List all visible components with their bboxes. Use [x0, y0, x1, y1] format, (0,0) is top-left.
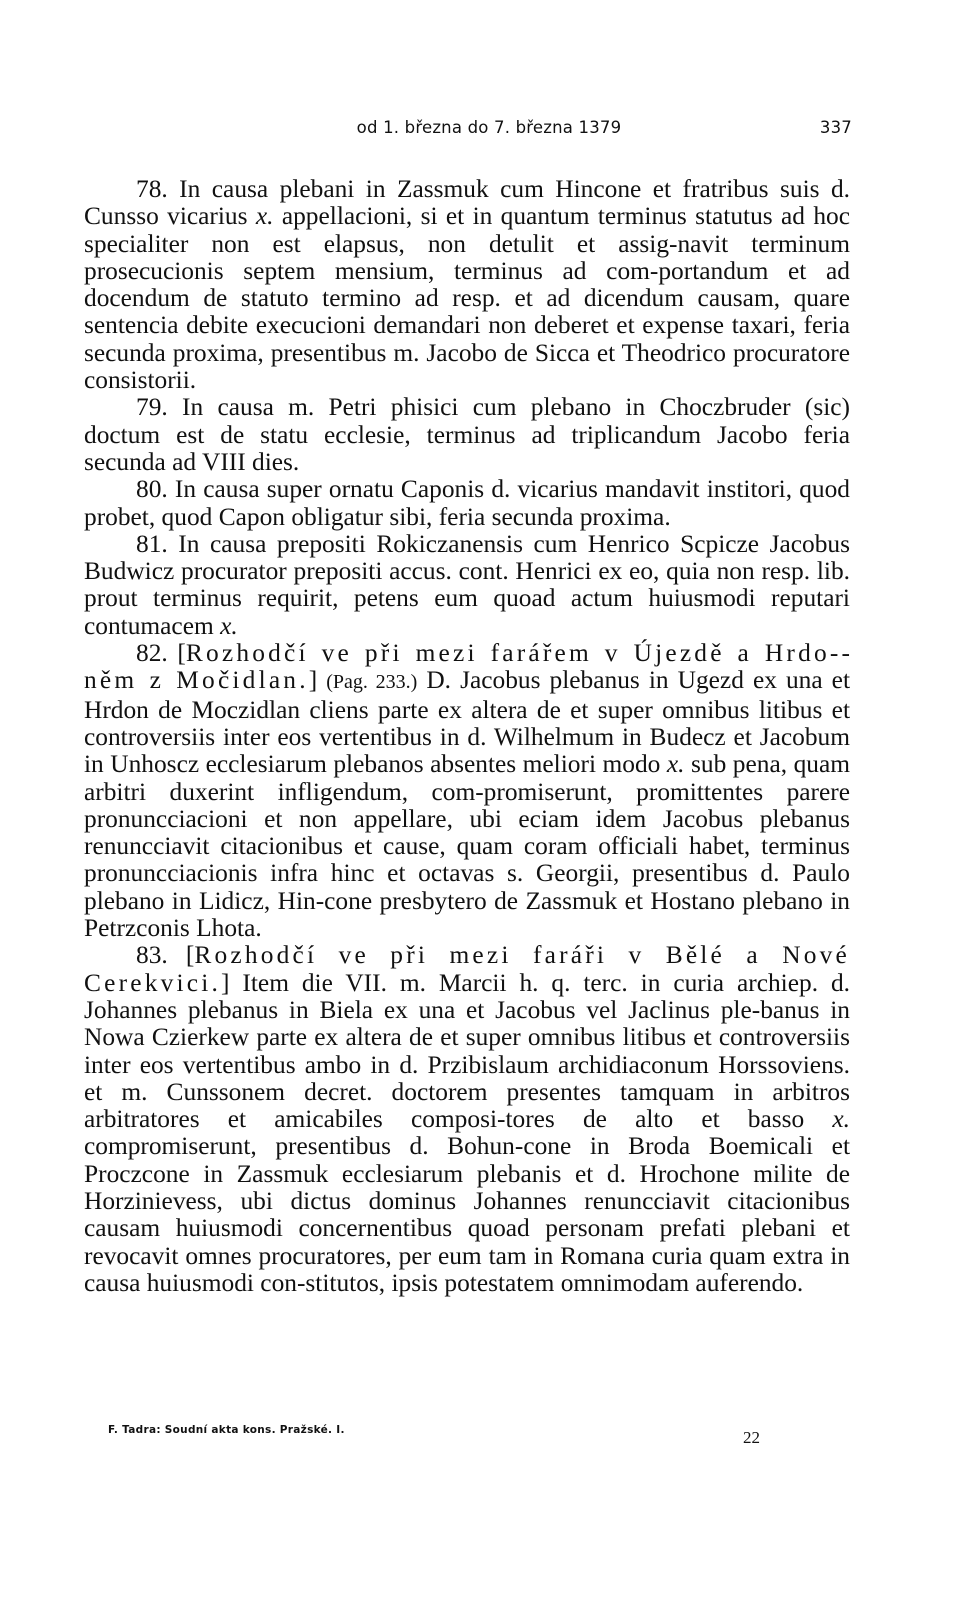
document-body	[84, 176, 850, 1297]
page-number: 337	[819, 118, 852, 137]
entry-83-segment: x.	[832, 1105, 850, 1134]
running-header	[86, 118, 852, 146]
entry-80	[84, 476, 850, 531]
entry-78-segment: appellacioni, si et in quantum terminus statutus ad hoc specialiter non est elapsus, non detulit et assig-navit terminum prosecucionis septem mensium, terminus ad com-portandum et ad docendum de statuto termino ad resp. et ad dicendum causam, quare sentencia debite execucioni demandari non deberet et expense taxari, feria secunda proxima, presentibus m. Jacobo de Sicca et Theodrico procuratore consistorii.	[84, 202, 850, 395]
entry-78	[84, 176, 850, 394]
source-citation: F. Tadra: Soudní akta kons. Pražské. I.	[108, 1424, 345, 1436]
entry-82-segment: sub pena, quam arbitri duxerint infligendum, com-promiserunt, promittentes parere pronuncciacioni et non appellare, ubi eciam idem Jacobus plebanus renuncciavit citacionibus et cause, quam coram officiali habet, terminus pronuncciacionis infra hinc et octavas s. Georgii, presentibus d. Paulo plebano in Lidicz, Hin-cone presbytero de Zassmuk et Hostano plebano in Petrzconis Lhota.	[84, 750, 850, 943]
entry-78-segment: x.	[255, 202, 274, 231]
entry-80-segment: 80. In causa super ornatu Caponis d. vicarius mandavit institori, quod probet, quod Capon obligatur sibi, feria secunda proxima.	[84, 475, 850, 531]
running-title: od 1. března do 7. března 1379	[356, 118, 622, 137]
entry-83-segment: 83. [	[136, 941, 195, 970]
entry-79	[84, 394, 850, 476]
entry-82-segment: x.	[666, 750, 685, 779]
entry-79-segment: 79. In causa m. Petri phisici cum plebano in Choczbruder (sic) doctum est de statu ecclesie, terminus ad triplicandum Jacobo feria secunda ad VIII dies.	[84, 393, 850, 476]
entry-83-segment: Rozhodčí ve při mezi faráři v Bělé a Nové Cerekvici.	[84, 941, 850, 997]
entry-82-segment: D. Jacobus plebanus in Ugezd ex una et Hrdon de Moczidlan cliens parte ex altera de et super omnibus litibus et controversiis inter eos vertentibus in d. Wilhelmum in Budecz et Jacobum in Unhoscz ecclesiarum plebanos absentes meliori modo	[84, 666, 850, 779]
entry-82-segment: Rozhodčí ve při mezi farářem v Újezdě a Hrdo-něm z Močidlan.	[84, 639, 850, 695]
entry-83-segment: ] Item die VII. m. Marcii h. q. terc. in curia archiep. d. Johannes plebanus in Biela ex una et Jacobus vel Jaclinus ple-banus in Nowa Czierkew parte ex altera de et super omnibus litibus et controversiis inter eos vertentibus ambo in d. Przibislaum archidiaconum Horssoviens. et m. Cunssonem decret. doctorem presentes tamquam in arbitros arbitratores et amicabiles composi-tores de alto et basso	[84, 968, 850, 1134]
page-footer	[108, 1424, 768, 1448]
entry-81	[84, 531, 850, 640]
entry-83-segment: compromiserunt, presentibus d. Bohun-cone in Broda Boemicali et Proczcone in Zassmuk ecclesiarum plebanis et d. Hrochone milite de Horzinievess, ubi dictus dominus Johannes renuncciavit citacionibus causam huiusmodi concernentibus quoad personam prefati plebani et revocavit omnes procuratores, per eum tam in Romana curia quam extra in causa huiusmodi con-stitutos, ipsis potestatem omnimodam auferendo.	[84, 1132, 850, 1297]
entry-81-segment: x.	[220, 611, 238, 640]
entry-83	[84, 942, 850, 1297]
entry-82-segment: ]	[308, 666, 327, 695]
signature-mark: 22	[743, 1428, 760, 1447]
entry-82-segment: (Pag. 233.)	[326, 671, 418, 694]
entry-82-segment: 82. [	[136, 639, 186, 668]
entry-82	[84, 640, 850, 942]
entry-81-segment: 81. In causa prepositi Rokiczanensis cum Henrico Scpicze Jacobus Budwicz procurator prepositi accus. cont. Henrici ex eo, quia non resp. lib. prout terminus requirit, petens eum quoad actum huiusmodi reputari contumacem	[84, 529, 850, 640]
entry-78-segment: 78. In causa plebani in Zassmuk cum Hincone et fratribus suis d. Cunsso vicarius	[84, 175, 850, 231]
